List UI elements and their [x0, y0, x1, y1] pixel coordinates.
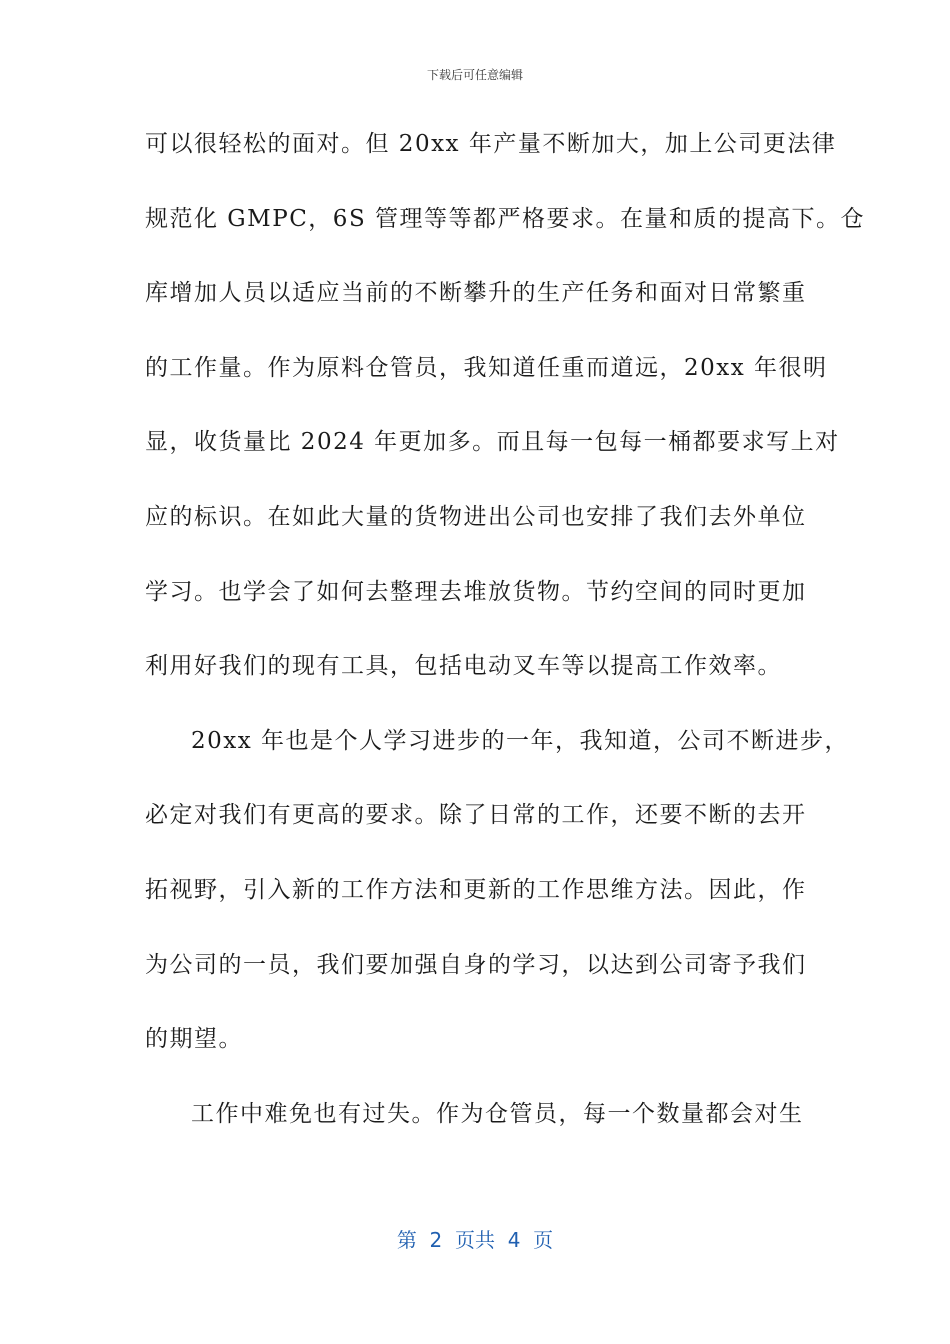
text-line: 规范化 GMPC，6S 管理等等都严格要求。在量和质的提高下。仓 — [145, 205, 866, 232]
text-line: 的工作量。作为原料仓管员，我知道任重而道远，20xx 年很明 — [145, 354, 828, 381]
paragraph-start-line: 20xx 年也是个人学习进步的一年，我知道，公司不断进步， — [191, 727, 850, 754]
page-number: 第 2 页共 4 页 — [396, 1228, 554, 1252]
text-line: 显，收货量比 2024 年更加多。而且每一包每一桶都要求写上对 — [145, 429, 840, 456]
document-body — [145, 120, 866, 1164]
text-line: 拓视野，引入新的工作方法和更新的工作思维方法。因此，作 — [145, 876, 807, 903]
header-note: 下载后可任意编辑 — [426, 68, 523, 82]
text-line: 利用好我们的现有工具，包括电动叉车等以提高工作效率。 — [145, 653, 782, 680]
text-line: 的期望。 — [145, 1026, 243, 1053]
text-line: 可以很轻松的面对。但 20xx 年产量不断加大，加上公司更法律 — [145, 131, 837, 157]
text-line: 必定对我们有更高的要求。除了日常的工作，还要不断的去开 — [145, 802, 807, 829]
text-line: 为公司的一员，我们要加强自身的学习，以达到公司寄予我们 — [145, 951, 807, 978]
text-line: 学习。也学会了如何去整理去堆放货物。节约空间的同时更加 — [145, 578, 807, 605]
paragraph-start-line: 工作中难免也有过失。作为仓管员，每一个数量都会对生 — [191, 1100, 804, 1127]
text-line: 库增加人员以适应当前的不断攀升的生产任务和面对日常繁重 — [145, 280, 807, 307]
text-line: 应的标识。在如此大量的货物进出公司也安排了我们去外单位 — [145, 503, 807, 530]
